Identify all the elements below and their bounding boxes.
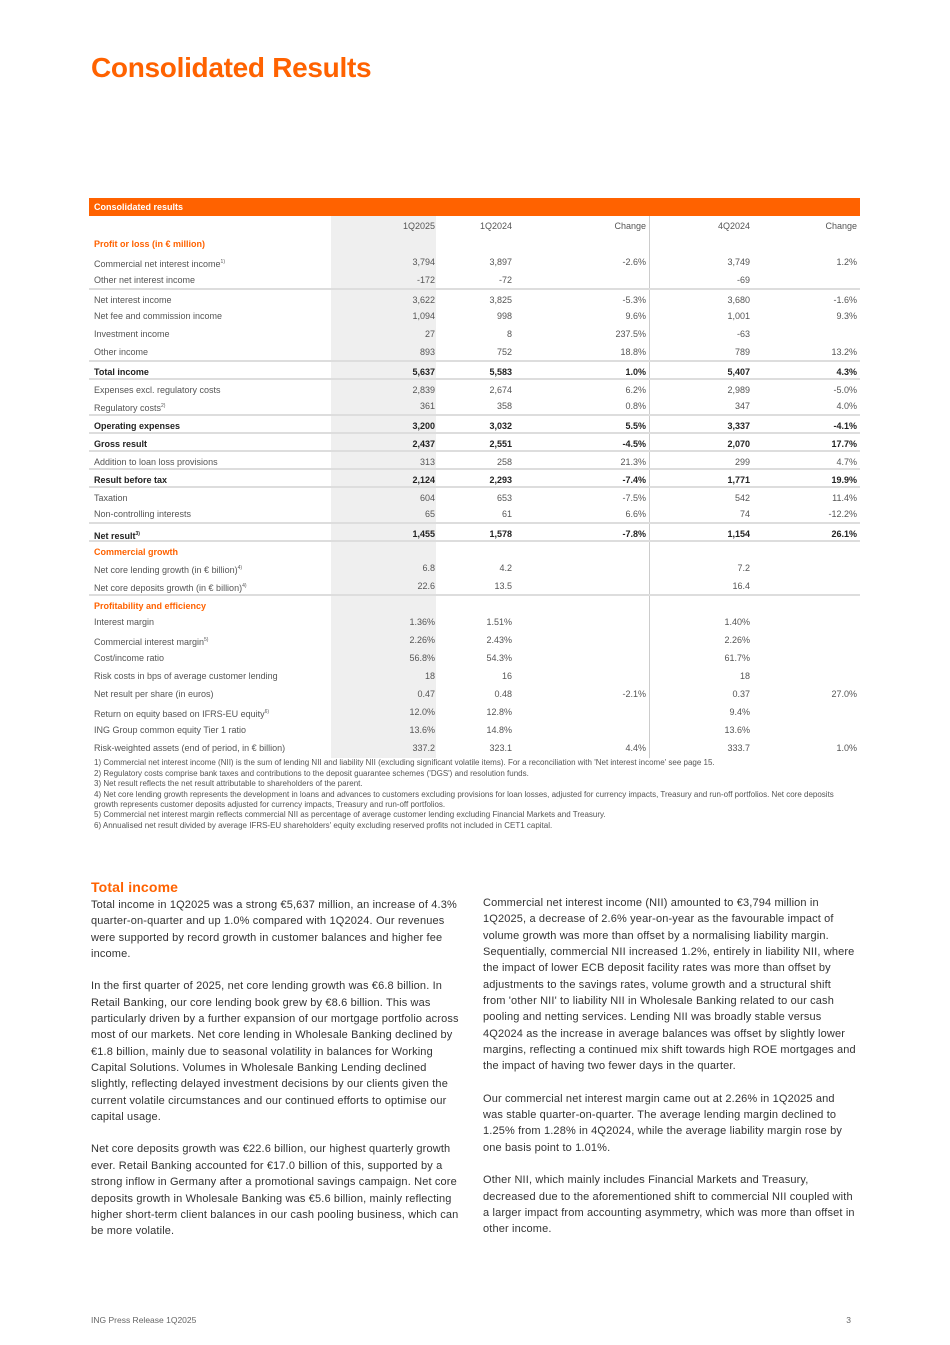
cell-value: 13.5 [494,581,512,591]
cell-value: 0.47 [417,689,435,699]
cell-value: -72 [498,275,512,285]
cell-value: 19.9% [831,475,857,485]
row-label: Other net interest income [94,275,196,285]
footnote: 1) Commercial net interest income (NII) is the sum of lending NII and liability NII (excluding significant volatile items). For a reconciliation with 'Net interest income' see page 15. [94,758,715,767]
table-row [89,738,860,756]
cell-value: 7.2 [737,563,750,573]
row-label: Interest margin [94,617,155,627]
cell-value: 9.3% [836,311,857,321]
cell-value: 2.26% [724,635,750,645]
cell-value: 361 [419,401,435,411]
cell-value: 3,622 [412,295,435,305]
cell-value: 893 [419,347,435,357]
row-label: Net result$^{3)}$ [94,531,140,541]
cell-value: 74 [739,509,750,519]
cell-value: 27.0% [831,689,857,699]
cell-value: 313 [419,457,435,467]
table-row [89,684,860,702]
cell-value: 2,437 [412,439,435,449]
row-label: Net interest income [94,295,172,305]
cell-value: 1.0% [625,367,646,377]
table-row [89,450,860,468]
cell-value: 12.8% [486,707,512,717]
cell-value: 2,839 [412,385,435,395]
cell-value: 333.7 [727,743,750,753]
cell-value: 2,551 [489,439,512,449]
cell-value: 27 [424,329,435,339]
cell-value: 8 [506,329,512,339]
cell-value: 3,680 [727,295,750,305]
table-row [89,558,860,576]
cell-value: 542 [734,493,750,503]
cell-value: -7.5% [622,493,646,503]
table-row [89,630,860,648]
cell-value: 237.5% [615,329,646,339]
row-label: Net result per share (in euros) [94,689,214,699]
table-row [89,288,860,306]
header-change-qoq: Change [825,221,857,231]
cell-value: 4.2 [499,563,512,573]
cell-value: 323.1 [489,743,512,753]
cell-value: 5,407 [727,367,750,377]
footnote-marker: 1) [220,259,225,265]
cell-value: -7.4% [622,475,646,485]
footnote: 4) Net core lending growth represents the development in loans and advances to customers excluding provisions for loan losses, adjusted for currency impacts, Treasury and run-off portfolios. Net core deposits growth represents customer deposits adjusted for currency impacts, Treasury and run-off portfolios. [94,789,834,809]
table-section-header [89,540,860,558]
table-row [89,360,860,378]
cell-value: 16.4 [732,581,750,591]
cell-value: 13.6% [724,725,750,735]
cell-value: 3,337 [727,421,750,431]
cell-value: 14.8% [486,725,512,735]
cell-value: 16 [501,671,512,681]
table-row [89,486,860,504]
table-row [89,666,860,684]
cell-value: 54.3% [486,653,512,663]
cell-value: 4.7% [836,457,857,467]
cell-value: 1.51% [486,617,512,627]
cell-value: 347 [734,401,750,411]
cell-value: 2,989 [727,385,750,395]
row-label: Regulatory costs$^{2)}$ [94,403,166,413]
row-label: Non-controlling interests [94,509,192,519]
cell-value: 6.6% [625,509,646,519]
header-1q2024: 1Q2024 [479,221,512,231]
row-label: Commercial growth [94,547,179,557]
row-label: Addition to loan loss provisions [94,457,218,467]
row-label: Risk-weighted assets (end of period, in € billion) [94,743,286,753]
table-header-row [89,216,860,234]
header-4q2024: 4Q2024 [717,221,750,231]
right-column [483,895,856,1254]
footnote-marker: 4) [237,565,243,571]
row-label: Commercial interest margin$^{5)}$ [94,637,209,647]
paragraph: Our commercial net interest margin came out at 2.26% in 1Q2025 and was stable quarter-on-quarter. The average lending margin declined to 1.25% from 1.28% in 4Q2024, while the average liability margin rose by one basis point to 1.01%. [483,1092,843,1154]
cell-value: 1,094 [412,311,435,321]
cell-value: -1.6% [833,295,857,305]
cell-value: 1,455 [412,529,435,539]
cell-value: 258 [496,457,512,467]
cell-value: 4.4% [625,743,646,753]
cell-value: 653 [496,493,512,503]
table-row [89,342,860,360]
cell-value: 2,070 [727,439,750,449]
table-row [89,504,860,522]
table-row [89,576,860,594]
row-label: Taxation [94,493,128,503]
row-label: Profitability and efficiency [94,601,207,611]
footnote: 2) Regulatory costs comprise bank taxes and contributions to the deposit guarantee schemes ('DGS') and resolution funds. [94,768,529,778]
table-row [89,648,860,666]
footnotes [94,758,844,831]
table-row [89,612,860,630]
cell-value: 21.3% [620,457,646,467]
section-heading: Total income [91,879,179,895]
cell-value: 5,637 [412,367,435,377]
cell-value: 4.0% [836,401,857,411]
cell-value: 1,001 [727,311,750,321]
table-row [89,396,860,414]
table-row [89,720,860,738]
cell-value: 13.2% [831,347,857,357]
cell-value: 604 [419,493,435,503]
cell-value: 12.0% [409,707,435,717]
cell-value: 299 [734,457,750,467]
cell-value: 6.8 [422,563,435,573]
row-label: Total income [94,367,149,377]
cell-value: 1,154 [727,529,750,539]
cell-value: -2.6% [622,257,646,267]
paragraph: Commercial net interest income (NII) amounted to €3,794 million in 1Q2025, a decrease of 2.6% year-on-year as the favourable impact of volume growth was more than offset by a normalising liability margin. Sequentially, commercial NII increased 1.2%, entirely in liability NII, where the impact of lower ECB deposit facility rates was more than offset by adjustments to the savings rates, volume growth and a structural shift from 'other NII' to liability NII in Wholesale Banking related to our cash pooling and netting services. Lending NII was broadly stable versus 4Q2024 as the increase in average balances was offset by slightly lower margins, reflecting a continued mix shift towards high ROE mortgages and the impact of having two fewer days in the quarter. [483,897,856,1073]
cell-value: 65 [424,509,435,519]
row-label: Profit or loss (in € million) [94,239,206,249]
cell-value: 5.5% [625,421,646,431]
cell-value: 1.40% [724,617,750,627]
cell-value: 0.48 [494,689,512,699]
cell-value: 998 [496,311,512,321]
header-1q2025: 1Q2025 [402,221,435,231]
row-label: Gross result [94,439,148,449]
cell-value: 3,794 [412,257,435,267]
cell-value: 2,674 [489,385,512,395]
cell-value: 61 [501,509,512,519]
row-label: ING Group common equity Tier 1 ratio [94,725,247,735]
row-label: Net fee and commission income [94,311,223,321]
cell-value: 3,032 [489,421,512,431]
cell-value: 0.8% [625,401,646,411]
cell-value: 2.26% [409,635,435,645]
cell-value: 2,293 [489,475,512,485]
table-section-header [89,594,860,612]
cell-value: 4.3% [836,367,857,377]
table-section-header [89,234,860,252]
cell-value: 3,897 [489,257,512,267]
page-number: 3 [846,1315,851,1325]
cell-value: -69 [736,275,750,285]
header-change-yoy: Change [614,221,646,231]
footnote-marker: 2) [161,403,166,409]
cell-value: 18 [424,671,435,681]
row-label: Risk costs in bps of average customer lending [94,671,278,681]
cell-value: 9.4% [729,707,750,717]
footnote-marker: 4) [242,583,247,589]
row-label: Expenses excl. regulatory costs [94,385,221,395]
cell-value: 13.6% [409,725,435,735]
footnote-marker: 5) [204,637,209,643]
cell-value: 18 [739,671,750,681]
row-label: Cost/income ratio [94,653,165,663]
table-caption: Consolidated results [89,198,860,216]
cell-value: -172 [416,275,435,285]
cell-value: 2.43% [486,635,512,645]
cell-value: 3,200 [412,421,435,431]
cell-value: 0.37 [732,689,750,699]
table-row [89,324,860,342]
cell-value: 9.6% [625,311,646,321]
cell-value: -5.0% [833,385,857,395]
page-title: Consolidated Results [91,52,372,83]
table-row [89,522,860,540]
cell-value: 61.7% [724,653,750,663]
cell-value: 26.1% [831,529,857,539]
footer-title: ING Press Release 1Q2025 [91,1315,197,1325]
footnote: 3) Net result reflects the net result attributable to shareholders of the parent. [94,779,363,788]
cell-value: -5.3% [622,295,646,305]
cell-value: -4.5% [622,439,646,449]
left-column [91,879,464,1256]
footnote: 5) Commercial net interest margin reflects commercial NII as percentage of average customer lending excluding Financial Markets and Treasury. [94,810,606,819]
cell-value: 752 [496,347,512,357]
row-label: Operating expenses [94,421,181,431]
footnote-marker: 6) [264,709,270,715]
table-row [89,468,860,486]
table-row [89,270,860,288]
row-label: Net core lending growth (in € billion)$^{4)}$ [94,565,243,575]
cell-value: 17.7% [831,439,857,449]
row-label: Investment income [94,329,170,339]
footnote: 6) Annualised net result divided by average IFRS-EU shareholders' equity excluding reserved profits not included in CET1 capital. [94,820,553,830]
row-label: Return on equity based on IFRS-EU equity$^{6)}$ [94,709,270,719]
cell-value: 337.2 [412,743,435,753]
cell-value: 3,749 [727,257,750,267]
cell-value: 789 [734,347,750,357]
cell-value: 1.2% [836,257,857,267]
cell-value: 18.8% [620,347,646,357]
table-row [89,252,860,270]
cell-value: -7.8% [622,529,646,539]
cell-value: 2,124 [412,475,435,485]
cell-value: 6.2% [625,385,646,395]
table-row [89,432,860,450]
paragraph: In the first quarter of 2025, net core lending growth was €6.8 billion. In Retail Banking, our core lending book grew by €8.6 billion. This was particularly driven by a further expansion of our mortgage portfolio across most of our markets. Net core lending in Wholesale Banking declined by €1.8 billion, mainly due to seasonal volatility in balances for Working Capital Solutions. Volumes in Wholesale Banking Lending declined slightly, reflecting delayed investment decisions by our clients given the current volatile circumstances and our continued efforts to optimise our capital usage. [91,980,459,1124]
table-row [89,306,860,324]
cell-value: 1,771 [727,475,750,485]
table-row [89,378,860,396]
table-row [89,702,860,720]
cell-value: -4.1% [833,421,857,431]
paragraph: Other NII, which mainly includes Financial Markets and Treasury, decreased due to the aforementioned shift to commercial NII coupled with a larger impact from accounting asymmetry, which was more than offset in other income. [483,1174,855,1236]
cell-value: -2.1% [622,689,646,699]
cell-value: 1,578 [489,529,512,539]
cell-value: 22.6 [417,581,435,591]
cell-value: 56.8% [409,653,435,663]
row-label: Net core deposits growth (in € billion)$^{4)}$ [94,583,247,593]
cell-value: 1.0% [836,743,857,753]
cell-value: 5,583 [489,367,512,377]
paragraph: Total income in 1Q2025 was a strong €5,637 million, an increase of 4.3% quarter-on-quarter and up 1.0% compared with 1Q2024. Our revenues were supported by record growth in customer balances and higher fee income. [91,899,457,961]
row-label: Result before tax [94,475,168,485]
cell-value: 11.4% [832,493,857,503]
footnote-marker: 3) [135,531,140,537]
cell-value: 1.36% [409,617,435,627]
cell-value: -12.2% [828,509,857,519]
paragraph: Net core deposits growth was €22.6 billion, our highest quarterly growth ever. Retail Banking accounted for €17.0 billion of this, supported by a strong inflow in Germany after a promotional savings campaign. Net core deposits growth in Wholesale Banking was €5.6 billion, mainly reflecting higher short-term client balances in our cash pooling business, which can be more volatile. [91,1143,459,1238]
cell-value: 3,825 [489,295,512,305]
table-row [89,414,860,432]
consolidated-results-table [89,198,860,756]
row-label: Commercial net interest income$^{1)}$ [94,259,225,269]
cell-value: 358 [496,401,512,411]
cell-value: -63 [736,329,750,339]
row-label: Other income [94,347,149,357]
